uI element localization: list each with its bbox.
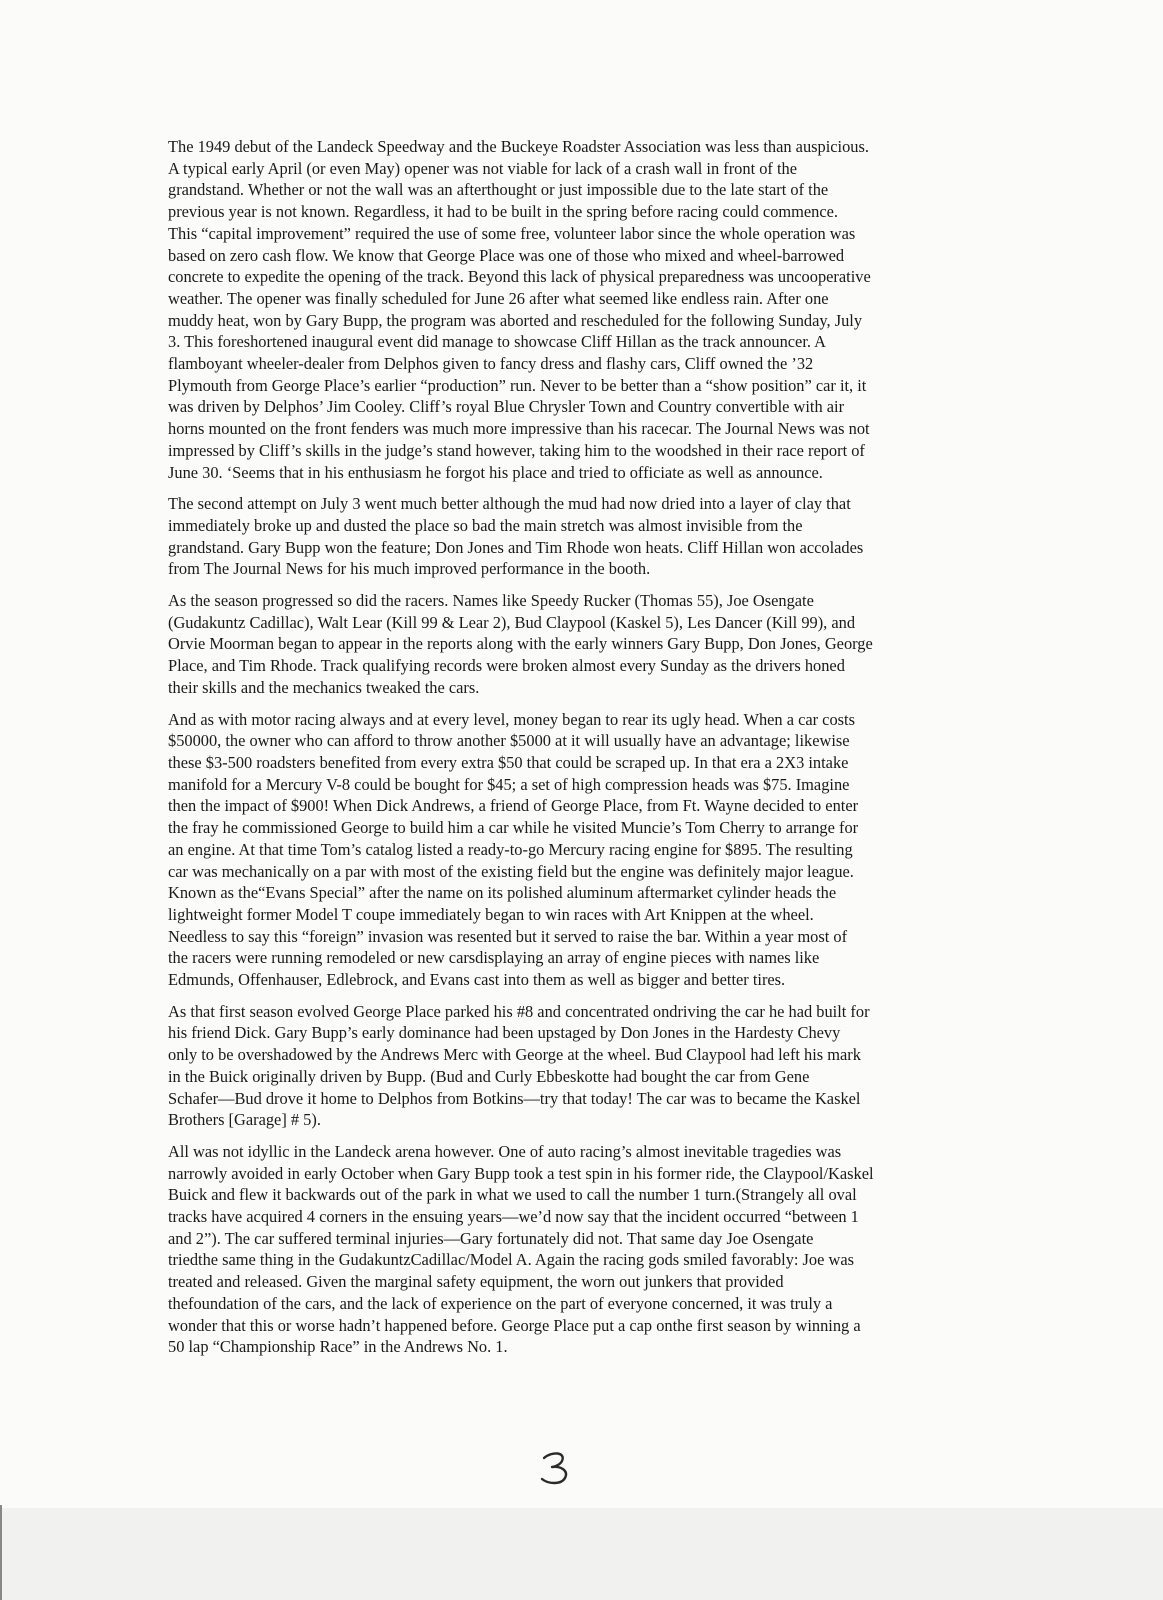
handwritten-page-number	[538, 1448, 578, 1488]
document-body	[168, 136, 988, 1368]
paragraph-4: And as with motor racing always and at every level, money began to rear its ugly head. When a car costs $50000, the owner who can afford to throw another $5000 at it will usually have an advantage; likewise these $3-500 roadsters benefited from every extra $50 that could be scraped up. In that era a 2X3 intake manifold for a Mercury V-8 could be bought for $45; a set of high compression heads was $75. Imagine then the impact of $900! When Dick Andrews, a friend of George Place, from Ft. Wayne decided to enter the fray he commissioned George to build him a car while he visited Muncie’s Tom Cherry to arrange for an engine. At that time Tom’s catalog listed a ready-to-go Mercury racing engine for $895. The resulting car was mechanically on a par with most of the existing field but the engine was definitely major league. Known as the“Evans Special” after the name on its polished aluminum aftermarket cylinder heads the lightweight former Model T coupe immediately began to win races with Art Knippen at the wheel. Needless to say this “foreign” invasion was resented but it served to raise the bar. Within a year most of the racers were running remodeled or new carsdisplaying an array of engine pieces with names like Edmunds, Offenhauser, Edlebrock, and Evans cast into them as well as bigger and better tires.	[168, 709, 859, 990]
paragraph-1: The 1949 debut of the Landeck Speedway and the Buckeye Roadster Association was less than auspicious. A typical early April (or even May) opener was not viable for lack of a crash wall in front of the grandstand. Whether or not the wall was an afterthought or just impossible due to the late start of the previous year is not known. Regardless, it had to be built in the spring before racing could commence. This “capital improvement” required the use of some free, volunteer labor since the whole operation was based on zero cash flow. We know that George Place was one of those who mixed and wheel-barrowed concrete to expedite the opening of the track. Beyond this lack of physical preparedness was uncooperative weather. The opener was finally scheduled for June 26 after what seemed like endless rain. After one muddy heat, won by Gary Bupp, the program was aborted and rescheduled for the following Sunday, July 3. This foreshortened inaugural event did manage to showcase Cliff Hillan as the track announcer. A flamboyant wheeler-dealer from Delphos given to fancy dress and flashy cars, Cliff owned the ’32 Plymouth from George Place’s earlier “production” run. Never to be better than a “show position” car it, it was driven by Delphos’ Jim Cooley. Cliff’s royal Blue Chrysler Town and Country convertible with air horns mounted on the front fenders was much more impressive than his racecar. The Journal News was not impressed by Cliff’s skills in the judge’s stand however, taking him to the woodshed in their race report of June 30. ‘Seems that in his enthusiasm he forgot his place and tried to officiate as well as announce.	[168, 137, 871, 482]
paragraph-3: As the season progressed so did the racers. Names like Speedy Rucker (Thomas 55), Joe Osengate (Gudakuntz Cadillac), Walt Lear (Kill 99 & Lear 2), Bud Claypool (Kaskel 5), Les Dancer (Kill 99), and Orvie Moorman began to appear in the reports along with the early winners Gary Bupp, Don Jones, George Place, and Tim Rhode. Track qualifying records were broken almost every Sunday as the drivers honed their skills and the mechanics tweaked the cars.	[168, 591, 873, 697]
scan-background	[0, 1508, 1163, 1600]
paragraph-6: All was not idyllic in the Landeck arena however. One of auto racing’s almost inevitable tragedies was narrowly avoided in early October when Gary Bupp took a test spin in his former ride, the Claypool/Kaskel Buick and flew it backwards out of the park in what we used to call the number 1 turn.(Strangely all oval tracks have acquired 4 corners in the ensuing years—we’d now say that the incident occurred “between 1 and 2”). The car suffered terminal injuries—Gary fortunately did not. That same day Joe Osengate triedthe same thing in the GudakuntzCadillac/Model A. Again the racing gods smiled favorably: Joe was treated and released. Given the marginal safety equipment, the worn out junkers that provided thefoundation of the cars, and the lack of experience on the part of everyone concerned, it was truly a wonder that this or worse hadn’t happened before. George Place put a cap onthe first season by winning a 50 lap “Championship Race” in the Andrews No. 1.	[168, 1141, 874, 1357]
handwritten-three-icon	[538, 1448, 578, 1488]
scan-edge-line	[0, 1505, 2, 1600]
paragraph-5: As that first season evolved George Place parked his #8 and concentrated ondriving the car he had built for his friend Dick. Gary Bupp’s early dominance had been upstaged by Don Jones in the Hardesty Chevy only to be overshadowed by the Andrews Merc with George at the wheel. Bud Claypool had left his mark in the Buick originally driven by Bupp. (Bud and Curly Ebbeskotte had bought the car from Gene Schafer—Bud drove it home to Delphos from Botkins—try that today! The car was to became the Kaskel Brothers [Garage] # 5).	[168, 1001, 870, 1130]
paragraph-2: The second attempt on July 3 went much better although the mud had now dried into a layer of clay that immediately broke up and dusted the place so bad the main stretch was almost invisible from the grandstand. Gary Bupp won the feature; Don Jones and Tim Rhode won heats. Cliff Hillan won accolades from The Journal News for his much improved performance in the booth.	[168, 494, 864, 579]
